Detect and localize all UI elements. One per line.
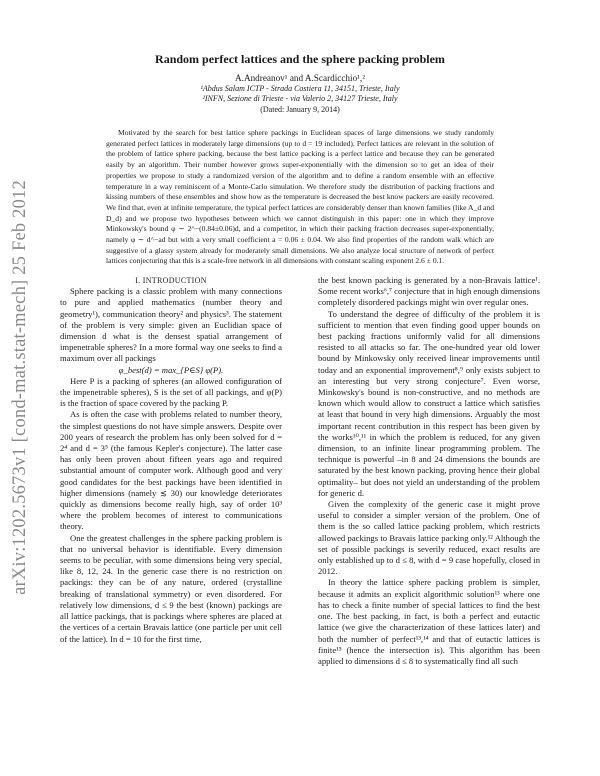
paragraph: Here P is a packing of spheres (an allowed configuration of the impenetrable spheres), S is the set of all packings, and φ(P) is the fraction of space covered by the packing P.: [60, 375, 282, 409]
authors: A.Andreanov¹ and A.Scardicchio¹,²: [235, 73, 365, 83]
arxiv-stamp: [2, 172, 38, 602]
author-block: [60, 72, 540, 115]
paragraph: In theory the lattice sphere packing problem is simpler, because it admits an explicit algorithmic solution¹³ where one has to check a finite number of special lattices to find the best one. The best packing, in fact, is both a perfect and eutactic lattice (we give the characterization of these lattices later) and both the number of perfect¹³,¹⁴ and that of eutactic lattices is finite¹⁵ (hence the intersection is). This algorithm has been applied to dimensions d ≤ 8 to systematically find all such: [318, 577, 540, 666]
paragraph: Sphere packing is a classic problem with many connections to pure and applied mathematics (number theory and geometry¹), communication theory² and physics³. The statement of the problem is very simple: given an Euclidian space of dimension d what is the densest spatial arrangement of impenetrable spheres? In a more formal way one seeks to find a maximum over all packings: [60, 286, 282, 364]
equation: φ_best(d) = max_{P∈S} φ(P).: [118, 364, 224, 375]
paper-title: Random perfect lattices and the sphere packing problem: [155, 52, 445, 66]
paragraph: the best known packing is generated by a non-Bravais lattice¹. Some recent works⁶,⁷ conjecture that in high enough dimensions completely disordered packings might win over regular ones.: [318, 275, 540, 308]
right-column: [318, 275, 540, 667]
paragraph: To understand the degree of difficulty of the problem it is sufficient to mention that even finding good upper bounds on best packing fractions uniformly valid for all dimensions resisted to all attacks so far. The one-hundred year old lower bound by Minkowsky only received linear improvements until today and an exponential improvement⁸,⁹ only exists subject to an interesting but very strong conjecture⁷. Even worse, Minkowsky's bound is non-constructive, and no methods are known which would allow to construct a lattice which satisfies at least that bound in very high dimensions. Arguably the most important recent contribution in this respect has been given by the works¹⁰,¹¹ in which the problem is reduced, for any given dimension, to an infinite linear programming problem. The technique is powerful –in 8 and 24 dimensions the bounds are saturated by the best known packing, proving hence their global optimality– but does not yield an understanding of the problem for generic d.: [318, 308, 540, 498]
section-heading: I. INTRODUCTION: [135, 276, 207, 285]
paragraph: Given the complexity of the generic case it might prove useful to consider a simpler version of the problem. One of them is the so called lattice packing problem, which restricts allowed packings to Bravais lattice packing only.¹² Although the set of possible packings is severily reduced, exact results are only established up to d ≤ 8, with d = 9 case hopefully, closed in 2012.: [318, 499, 540, 577]
paragraph: As is often the case with problems related to number theory, the simplest questions do not have simple answers. Despite over 200 years of research the problem has only been solved for d = 2⁴ and d = 3⁵ (the famous Kepler's conjecture). The latter case has only been proven about fifteen years ago and required substantial amount of computer work. Although good and very good candidates for the best packings have been identified in higher dimensions (namely ≲ 30) our knowledge deteriorates quickly as dimensions become really high, say of order 10³ where the problem becomes of interest to communications theory.: [60, 409, 282, 532]
abstract: Motivated by the search for best lattice sphere packings in Euclidean spaces of large dimensions we study randomly generated perfect lattices in moderately large dimensions (up to d = 19 included). Perfect lattices are relevant in the solution of the problem of lattice sphere packing, because the best lattice packing is a perfect lattice and because they can be generated easily by an algorithm. Their number however grows super-exponentially with the dimension so to get an idea of their properties we propose to study a randomized version of the algorithm and to define a random ensemble with an effective temperature in a way reminiscent of a Monte-Carlo simulation. We therefore study the distribution of packing fractions and kissing numbers of these ensembles and show how as the temperature is decreased the best know packers are easily recovered. We find that, even at infinite temperature, the typical perfect lattices are considerably denser than known families (like A_d and D_d) and we propose two hypotheses between which we cannot distinguish in this paper: one in which they improve Minkowsky's bound φ ∼ 2^−(0.84±0.06)d, and a competitor, in which their packing fraction decreases super-exponentially, namely φ ∼ d^−ad but with a very small coefficient a = 0.06 ± 0.04. We also find properties of the random walk which are suggestive of a glassy system already for moderately small dimensions. We also analyze local structure of network of perfect lattices conjecturing that this is a scale-free network in all dimensions with constant scaling exponent 2.6 ± 0.1.: [106, 128, 494, 266]
date-line: (Dated: January 9, 2014): [260, 105, 340, 114]
arxiv-id-text: arXiv:1202.5673v1 [cond-mat.stat-mech] 25 Feb 2012: [9, 179, 30, 595]
paragraph: One the greatest challenges in the sphere packing problem is that no universal behavior is identifiable. Every dimension seems to be peculiar, with some dimensions being very special, like 8, 12, 24. In the generic case there is no restriction on packings: they can be of any nature, ordered (crystalline breaking of translational symmetry) or even disordered. For relatively low dimensions, d ≤ 9 the best (known) packings are all lattice packings, that is packings where spheres are placed at the vertices of a certain Bravais lattice (one particle per unit cell of the lattice). In d = 10 for the first time,: [60, 532, 282, 644]
affiliation-1: ¹Abdus Salam ICTP - Strada Costiera 11, 34151, Trieste, Italy: [200, 84, 400, 93]
left-column: [60, 275, 282, 645]
affiliation-2: ²INFN, Sezione di Trieste - via Valerio 2, 34127 Trieste, Italy: [202, 94, 398, 103]
